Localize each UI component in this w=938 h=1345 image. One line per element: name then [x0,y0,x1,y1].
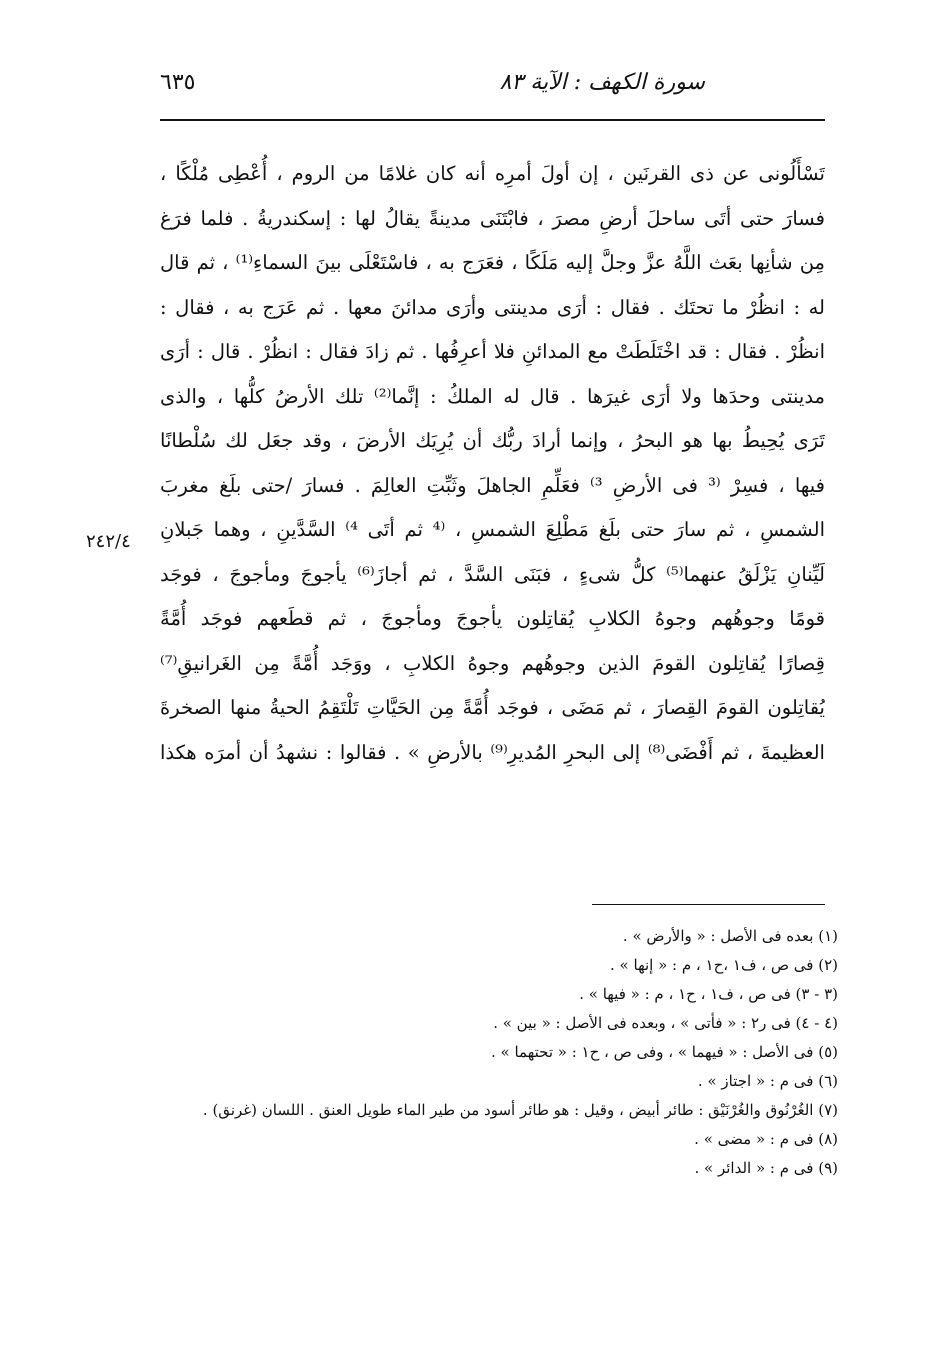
page-header [160,66,825,110]
text-line: مدينتى وحدَها ولا أرَى غيرَها . قال له الملكُ : إنَّما⁽²⁾ تلك الأرضُ كلُّها ، والذى [160,384,825,408]
footnote: (٤ - ٤) فى ر٢ : « فأتى » ، وبعده فى الأصل : « بين » . [493,1014,838,1032]
header-rule [160,119,825,121]
text-line: لَيِّنانِ يَزْلَقُ عنهما⁽⁵⁾ كلُّ شىءٍ ، فبَنَى السَّدَّ ، ثم أجازَ⁽⁶⁾ يأجوجَ ومأجوجَ ، فوجَد [160,562,825,586]
text-line: له : انظُرْ ما تحتَك . فقال : أرَى مدينتى وأرَى مدائنَ معها . ثم عَرَج به ، فقال : [160,295,825,319]
text-line: تَرَى يُحِيطُ بها هو البحرُ ، وإنما أرادَ ربُّك أن يُرِيَك الأرضَ ، وقد جعَل لك سُلْطانًا [160,429,825,452]
text-line: الشمسِ ، ثم سارَ حتى بلَغ مَطْلِعَ الشمسِ ، ⁽⁴ ثم أتَى ⁴⁾ السَّدَّينِ ، وهما جَبلانِ [160,518,825,541]
text-line: قومًا وجوهُهم وجوهُ الكلابِ يُقاتِلون يأجوجَ ومأجوجَ ، ثم قطَعهم فوجَد أُمَّةً [160,607,825,630]
text-line: يُقاتِلون القومَ القِصارَ ، ثم مَضَى ، فوجَد أُمَّةً مِن الحَيَّاتِ تَلْتَقِمُ الحيةُ منها الصخرةَ [160,696,825,719]
footnote: (٩) فى م : « الدائر » . [694,1159,838,1177]
footnote: (١) بعده فى الأصل : « والأرض » . [622,927,838,945]
text-line: مِن شأنِها بعَث اللَّهُ عزَّ وجلَّ إليه مَلَكًا ، فعَرَج به ، فاسْتَعْلَى بينَ السماءِ⁽¹⁾ ، ثم قال [160,251,825,274]
footnote: (٣ - ٣) فى ص ، ف١ ، ح١ ، م : « فيها » . [579,985,838,1003]
text-line: تَسْأَلُونى عن ذى القرنَين ، إن أولَ أمرِه أنه كان غلامًا من الروم ، أُعْطِى مُلْكًا ، [160,162,825,185]
footnote: (٧) الغُرْنُوق والغُرْنَيْق : طائر أبيض ، وقيل : هو طائر أسود من طير الماء طويل العنق . اللسان (غرنق) . [202,1101,838,1119]
text-line: قِصارًا يُقاتِلون القومَ الذين وجوهُهم وجوهُ الكلابِ ، ووَجَد أُمَّةً مِن الغَرانيقِ⁽⁷⁾ [160,651,825,675]
footnote: (٨) فى م : « مضى » . [694,1130,838,1148]
main-text [160,152,825,775]
page-number: ٦٣٥ [160,70,196,95]
text-line: فسارَ حتى أتَى ساحلَ أرضِ مصرَ ، فابْتَنَى مدينةً يقالُ لها : إسكندريةُ . فلما فرَغ [160,206,825,230]
footnote: (٦) فى م : « اجتاز » . [697,1072,838,1090]
footnotes [150,922,838,1183]
footnote: (٥) فى الأصل : « فيهما » ، وفى ص ، ح١ : « تحتهما » . [490,1043,838,1061]
text-line: انظُرْ . فقال : قد اخْتَلَطَتْ مع المدائنِ فلا أعرِفُها . ثم زادَ فقال : انظُرْ . قال : أرَى [160,340,825,363]
margin-reference: ٢٤٢/٤ [86,531,131,552]
footnote-separator [592,904,825,905]
running-title: سورة الكهف : الآية ٨٣ [499,70,705,95]
text-line: فيها ، فسِرْ ⁽³ فى الأرضِ ³⁾ فعَلِّمِ الجاهلَ وثَبِّتِ العالِمَ . فسارَ /حتى بلَغ مغربَ [160,473,825,497]
footnote: (٢) فى ص ، ف١ ،ح١ ، م : « إنها » . [610,956,838,974]
text-line: العظيمةَ ، ثم أَفْضَى⁽⁸⁾ إلى البحرِ المُديرِ⁽⁹⁾ بالأرضِ » . فقالوا : نشهدُ أن أمرَه هكذا [160,740,825,764]
